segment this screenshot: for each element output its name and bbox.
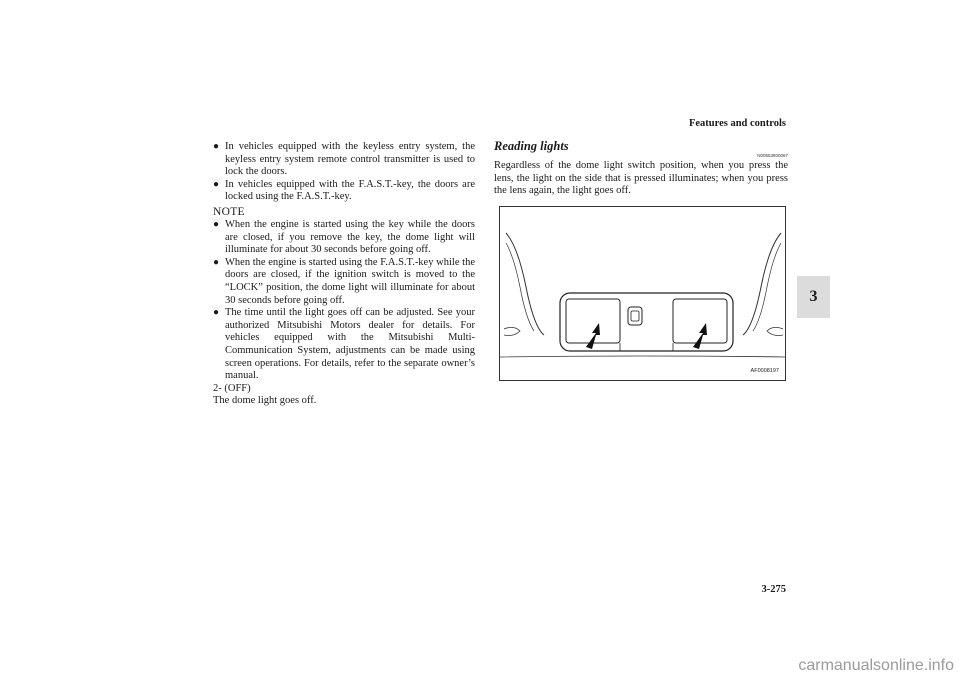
reading-light-illustration <box>500 207 786 381</box>
page-header: Features and controls <box>688 118 786 129</box>
note-bullet-text: When the engine is started using the F.A.S.T.-key while the doors are closed, if the ignition switch is moved to the “LOCK” position, the dome light will illuminate for about 30 seconds before going off. <box>225 256 475 306</box>
note-bullet-item <box>213 257 475 307</box>
section-body: Regardless of the dome light switch position, when you press the lens, the light on the side that is pressed illuminates; when you press the lens again, the light goes off. <box>494 160 788 197</box>
bullet-dot-icon: ● <box>213 218 220 230</box>
figure-label: AF0008197 <box>750 368 779 374</box>
right-column <box>494 139 788 198</box>
note-bullet-item <box>213 307 475 383</box>
bullet-item <box>213 141 475 179</box>
bullet-text: In vehicles equipped with the F.A.S.T.-key, the doors are locked using the F.A.S.T.-key. <box>225 178 475 203</box>
bullet-dot-icon: ● <box>213 307 220 319</box>
note-block <box>213 219 475 383</box>
watermark: carmanualsonline.info <box>798 657 954 674</box>
reading-lights-figure <box>499 206 786 381</box>
bullet-text: In vehicles equipped with the keyless entry system, the keyless entry system remote control transmitter is used to lock the doors. <box>225 141 475 178</box>
bullet-item <box>213 179 475 204</box>
note-bullet-text: The time until the light goes off can be adjusted. See your authorized Mitsubishi Motors dealer for details. For vehicles equipped with the Mitsubishi Multi-Communication System, adjustments can be made using screen operations. For details, refer to the separate owner’s manual. <box>225 307 475 382</box>
off-label: 2- (OFF) <box>213 382 251 394</box>
section-code: N00553800067 <box>757 153 788 158</box>
section-title: Reading lights <box>494 139 569 153</box>
note-bullet-text: When the engine is started using the key while the doors are closed, if you remove the key, the dome light will illuminate for about 30 seconds before going off. <box>225 218 475 256</box>
note-title: NOTE <box>213 205 245 218</box>
section-heading <box>494 139 788 158</box>
left-column <box>213 141 475 408</box>
note-bullet-item <box>213 219 475 257</box>
bullet-dot-icon: ● <box>213 256 220 268</box>
chapter-tab: 3 <box>797 276 830 318</box>
off-text: The dome light goes off. <box>213 395 317 407</box>
bullet-dot-icon: ● <box>213 178 220 190</box>
page-number: 3-275 <box>761 584 786 595</box>
bullet-dot-icon: ● <box>213 141 220 152</box>
